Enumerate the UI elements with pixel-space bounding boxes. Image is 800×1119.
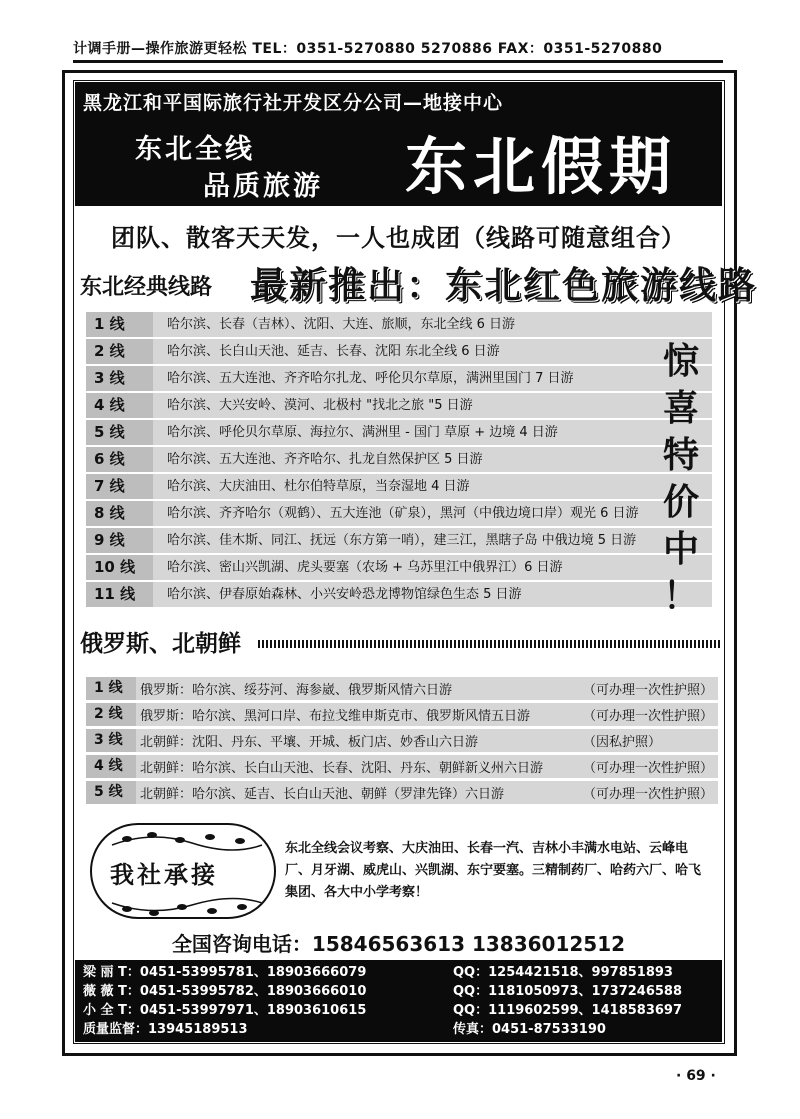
contact-left: 小 全 T：0451-53997971、18903610615 <box>83 1003 367 1018</box>
route-text: 哈尔滨、密山兴凯湖、虎头要塞（农场 + 乌苏里江中俄界江）6 日游 <box>167 560 563 575</box>
contact-left: 质量监督：13945189513 <box>83 1022 248 1037</box>
route-text: 哈尔滨、大庆油田、杜尔伯特草原，当奈湿地 4 日游 <box>167 479 470 494</box>
route-number: 4 线 <box>86 755 136 778</box>
route-text: 哈尔滨、五大连池、齐齐哈尔、扎龙自然保护区 5 日游 <box>167 452 483 467</box>
company-name: 黑龙江和平国际旅行社开发区分公司—地接中心 <box>83 92 504 114</box>
route-number: 5 线 <box>86 781 136 804</box>
route-text: 北朝鲜：哈尔滨、延吉、长白山天池、朝鲜（罗津先锋）六日游 <box>140 787 505 802</box>
route-row <box>86 474 712 499</box>
russia-korea-title: 俄罗斯、北朝鲜 <box>80 631 241 657</box>
russia-route-row <box>86 729 718 752</box>
banner-big-title: 东北假期 <box>405 130 678 203</box>
route-text: 哈尔滨、长白山天池、延吉、长春、沈阳 东北全线 6 日游 <box>167 344 500 359</box>
route-number: 10 线 <box>86 555 153 580</box>
ornament-box <box>90 823 276 919</box>
contact-right: QQ：1181050973、1737246588 <box>453 984 683 999</box>
route-row <box>86 339 712 364</box>
surprise-char: ！ <box>662 576 699 617</box>
route-text: 哈尔滨、齐齐哈尔（观鹤）、五大连池（矿泉），黑河（中俄边境口岸）观光 6 日游 <box>167 506 639 521</box>
route-row <box>86 555 712 580</box>
contact-right: QQ：1254421518、997851893 <box>453 965 673 980</box>
route-number: 7 线 <box>86 474 153 499</box>
route-number: 3 线 <box>86 729 136 752</box>
passport-note: （可办理一次性护照） <box>583 761 714 776</box>
surprise-char: 惊 <box>662 341 699 382</box>
banner-subtitle-2: 品质旅游 <box>203 171 323 202</box>
new-route-title: 最新推出：东北红色旅游线路 <box>250 264 757 307</box>
header-line: 计调手册—操作旅游更轻松 TEL：0351-5270880 5270886 FAX：0351-5270880 <box>73 38 723 63</box>
surprise-char: 价 <box>662 482 699 523</box>
route-number: 6 线 <box>86 447 153 472</box>
route-text: 哈尔滨、大兴安岭、漠河、北极村 "找北之旅 "5 日游 <box>167 398 473 413</box>
route-text: 哈尔滨、长春（吉林）、沈阳、大连、旅顺，东北全线 6 日游 <box>167 317 516 332</box>
passport-note: （可办理一次性护照） <box>583 787 714 802</box>
route-row <box>86 501 712 526</box>
passport-note: （因私护照） <box>583 735 662 750</box>
page-number: · 69 · <box>676 1068 716 1084</box>
route-list <box>86 312 712 609</box>
route-row <box>86 312 712 337</box>
route-number: 3 线 <box>86 366 153 391</box>
russia-route-row <box>86 781 718 804</box>
hotline: 全国咨询电话：15846563613 13836012512 <box>171 932 626 956</box>
route-row <box>86 528 712 553</box>
russia-route-row <box>86 755 718 778</box>
route-text: 哈尔滨、伊春原始森林、小兴安岭恐龙博物馆绿色生态 5 日游 <box>167 587 522 602</box>
route-number: 4 线 <box>86 393 153 418</box>
passport-note: （可办理一次性护照） <box>583 709 714 724</box>
passport-note: （可办理一次性护照） <box>583 683 714 698</box>
route-text: 哈尔滨、呼伦贝尔草原、海拉尔、满洲里 - 国门 草原 + 边境 4 日游 <box>167 425 558 440</box>
surprise-char: 中 <box>662 529 699 570</box>
title-banner <box>75 82 722 206</box>
russia-route-row <box>86 677 718 700</box>
route-text: 北朝鲜：沈阳、丹东、平壤、开城、板门店、妙香山六日游 <box>140 735 479 750</box>
contact-right: 传真：0451-87533190 <box>453 1022 606 1037</box>
russia-route-list <box>86 677 718 807</box>
route-number: 1 线 <box>86 677 136 700</box>
route-text: 哈尔滨、五大连池、齐齐哈尔扎龙、呼伦贝尔草原，满洲里国门 7 日游 <box>167 371 574 386</box>
route-text: 俄罗斯：哈尔滨、黑河口岸、布拉戈维申斯克市、俄罗斯风情五日游 <box>140 709 531 724</box>
contact-block <box>75 960 722 1042</box>
route-number: 1 线 <box>86 312 153 337</box>
route-number: 2 线 <box>86 339 153 364</box>
classic-routes-title: 东北经典线路 <box>80 275 213 300</box>
clients-text: 东北全线会议考察、大庆油田、长春一汽、吉林小丰满水电站、云峰电厂、月牙湖、威虎山、兴凯湖、东宁要塞。三精制药厂、哈药六厂、哈飞集团、各大中小学考察！ <box>285 841 702 900</box>
route-row <box>86 420 712 445</box>
route-row <box>86 582 712 607</box>
route-number: 5 线 <box>86 420 153 445</box>
russia-route-row <box>86 703 718 726</box>
banner-subtitle-1: 东北全线 <box>135 134 255 165</box>
route-row <box>86 393 712 418</box>
contact-left: 梁 丽 T：0451-53995781、18903666079 <box>83 965 367 980</box>
route-text: 哈尔滨、佳木斯、同江、抚远（东方第一哨），建三江，黑瞎子岛 中俄边境 5 日游 <box>167 533 637 548</box>
contact-left: 薇 薇 T：0451-53995782、18903666010 <box>83 984 367 999</box>
slogan: 团队、散客天天发，一人也成团（线路可随意组合） <box>111 224 686 252</box>
surprise-price-vertical <box>656 338 706 620</box>
route-row <box>86 447 712 472</box>
route-number: 9 线 <box>86 528 153 553</box>
route-row <box>86 366 712 391</box>
dotted-rule <box>258 640 720 648</box>
route-text: 俄罗斯：哈尔滨、绥芬河、海参崴、俄罗斯风情六日游 <box>140 683 453 698</box>
route-number: 8 线 <box>86 501 153 526</box>
we-undertake-label: 我社承接 <box>110 855 218 890</box>
surprise-char: 特 <box>662 435 699 476</box>
contact-right: QQ：1119602599、1418583697 <box>453 1003 683 1018</box>
route-text: 北朝鲜：哈尔滨、长白山天池、长春、沈阳、丹东、朝鲜新义州六日游 <box>140 761 544 776</box>
surprise-char: 喜 <box>662 388 699 429</box>
route-number: 11 线 <box>86 582 153 607</box>
route-number: 2 线 <box>86 703 136 726</box>
